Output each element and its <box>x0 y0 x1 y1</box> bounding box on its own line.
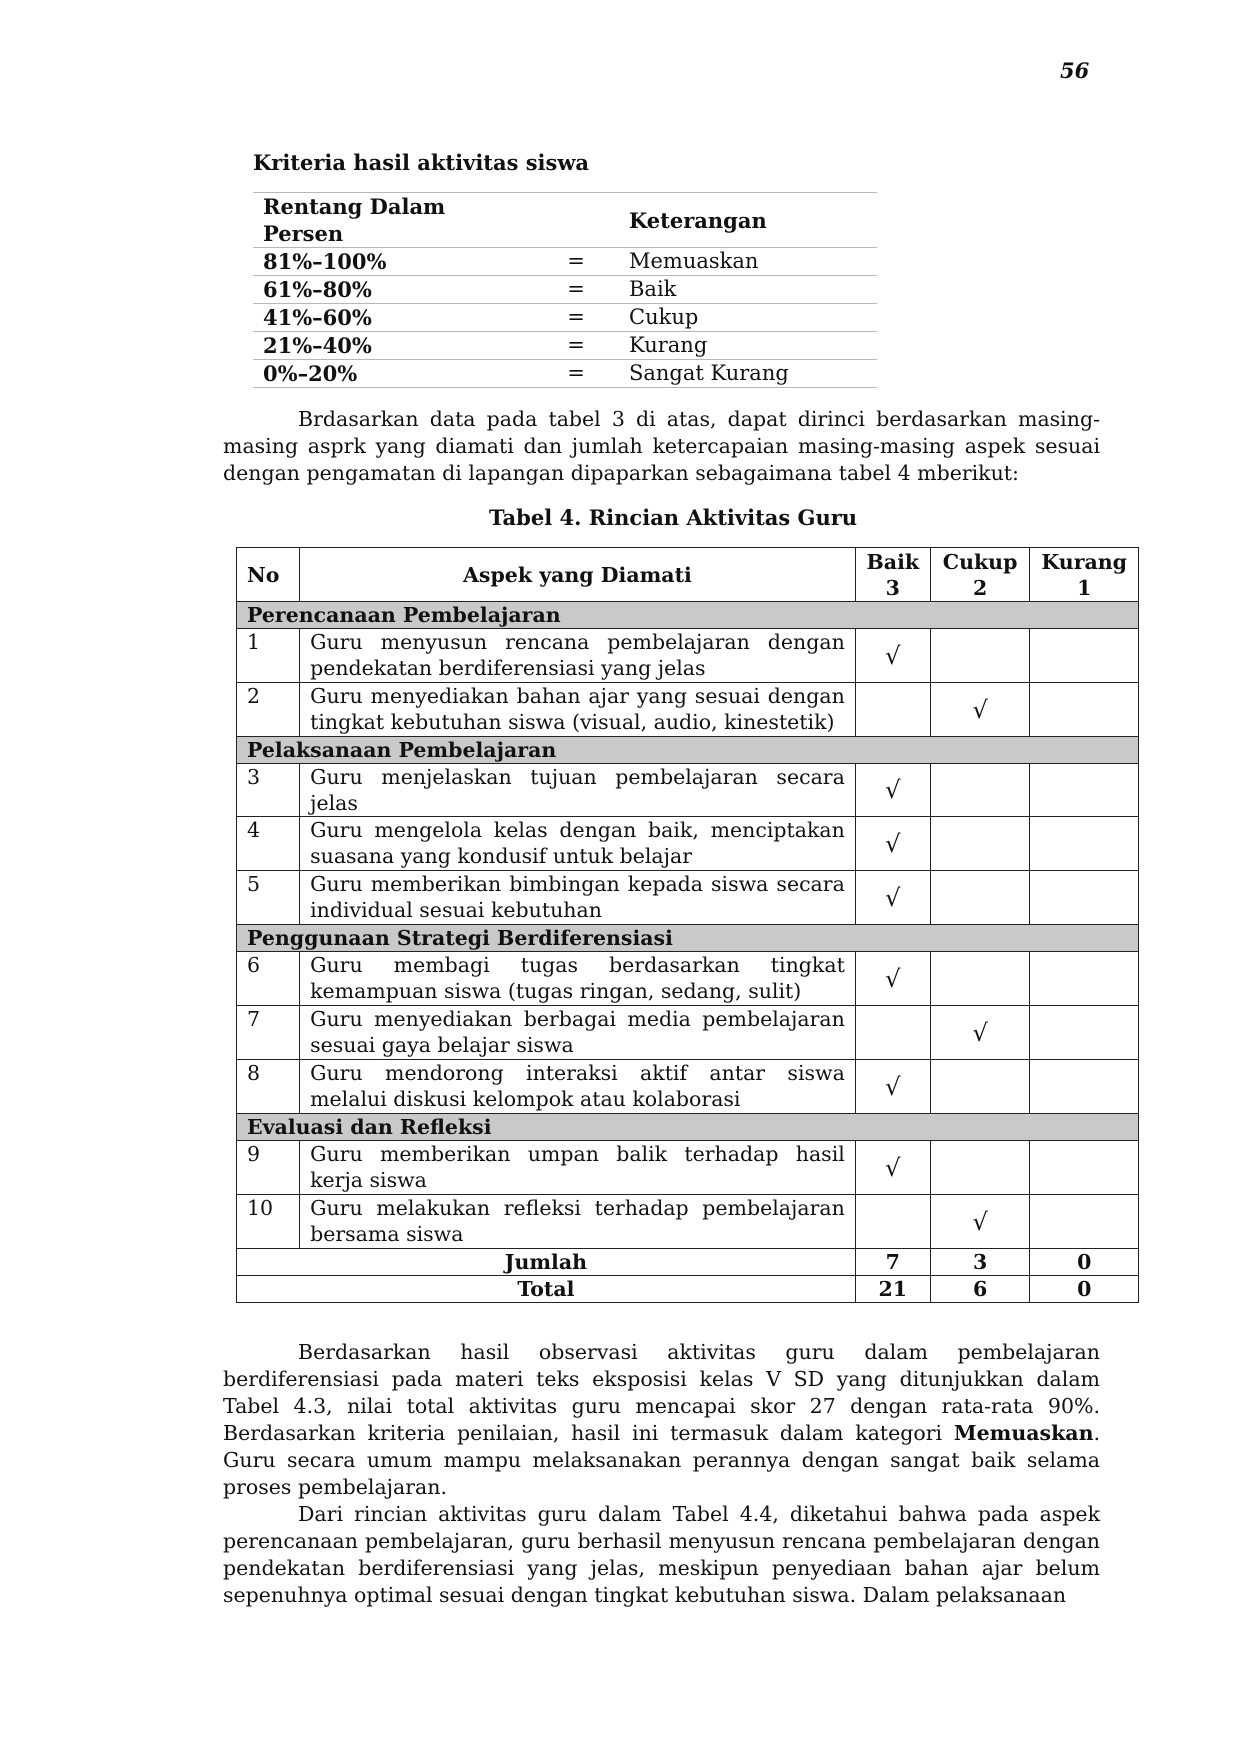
row-aspek: Guru menjelaskan tujuan pembelajaran secara jelas <box>300 764 856 817</box>
criteria-eq: = <box>533 248 619 276</box>
section-row <box>237 602 1139 629</box>
paragraph-2 <box>223 1339 1100 1609</box>
row-aspek: Guru memberikan bimbingan kepada siswa secara individual sesuai kebutuhan <box>300 871 856 925</box>
section-title: Perencanaan Pembelajaran <box>237 602 1139 629</box>
header-no: No <box>237 548 300 602</box>
header-baik <box>855 548 930 602</box>
table-row <box>237 683 1139 737</box>
criteria-row <box>253 276 877 304</box>
criteria-range: 81%–100% <box>253 248 533 276</box>
row-aspek: Guru mengelola kelas dengan baik, menciptakan suasana yang kondusif untuk belajar <box>300 817 856 871</box>
paragraph-2a-after: . Guru secara umum mampu melaksanakan perannya dengan sangat baik selama proses pembelajaran. <box>223 1421 1100 1499</box>
row-kurang-cell <box>1030 629 1139 683</box>
criteria-header-desc: Keterangan <box>619 193 877 248</box>
check-mark-icon: √ <box>885 964 901 993</box>
table-row <box>237 1195 1139 1249</box>
row-baik-cell <box>855 952 930 1006</box>
row-cukup-cell <box>930 683 1030 737</box>
criteria-range: 21%–40% <box>253 332 533 360</box>
row-kurang-cell <box>1030 952 1139 1006</box>
row-kurang-cell <box>1030 1195 1139 1249</box>
row-no: 3 <box>237 764 300 817</box>
check-mark-icon: √ <box>885 1153 901 1182</box>
row-baik-cell <box>855 1195 930 1249</box>
row-no: 9 <box>237 1141 300 1195</box>
table-row <box>237 1060 1139 1114</box>
row-cukup-cell <box>930 1006 1030 1060</box>
criteria-eq: = <box>533 304 619 332</box>
row-baik-cell <box>855 817 930 871</box>
section-row <box>237 925 1139 952</box>
row-kurang-cell <box>1030 1141 1139 1195</box>
jumlah-kurang: 0 <box>1030 1249 1139 1276</box>
row-baik-cell <box>855 764 930 817</box>
table-row <box>237 629 1139 683</box>
row-aspek: Guru menyediakan berbagai media pembelajaran sesuai gaya belajar siswa <box>300 1006 856 1060</box>
row-aspek: Guru memberikan umpan balik terhadap hasil kerja siswa <box>300 1141 856 1195</box>
row-cukup-cell <box>930 1195 1030 1249</box>
paragraph-2b <box>223 1501 1100 1609</box>
row-aspek: Guru mendorong interaksi aktif antar siswa melalui diskusi kelompok atau kolaborasi <box>300 1060 856 1114</box>
header-cukup-label: Cukup <box>942 549 1018 574</box>
criteria-desc: Cukup <box>619 304 877 332</box>
check-mark-icon: √ <box>885 829 901 858</box>
row-no: 4 <box>237 817 300 871</box>
row-cukup-cell <box>930 817 1030 871</box>
total-row <box>237 1276 1139 1303</box>
table-row <box>237 1141 1139 1195</box>
row-no: 1 <box>237 629 300 683</box>
jumlah-row <box>237 1249 1139 1276</box>
table-row <box>237 764 1139 817</box>
row-kurang-cell <box>1030 817 1139 871</box>
paragraph-2b-text: Dari rincian aktivitas guru dalam Tabel 4.4, diketahui bahwa pada aspek perencanaan pembelajaran, guru berhasil menyusun rencana pembelajaran dengan pendekatan berdiferensiasi yang jelas, meskipun penyediaan bahan ajar belum sepenuhnya optimal sesuai dengan tingkat kebutuhan siswa. Dalam pelaksanaan <box>223 1502 1100 1607</box>
section-row <box>237 1114 1139 1141</box>
table-caption: Tabel 4. Rincian Aktivitas Guru <box>488 505 858 530</box>
check-mark-icon: √ <box>972 1018 988 1047</box>
check-mark-icon: √ <box>885 883 901 912</box>
header-baik-label: Baik <box>866 549 920 574</box>
criteria-desc: Baik <box>619 276 877 304</box>
header-aspek: Aspek yang Diamati <box>300 548 856 602</box>
criteria-range: 0%–20% <box>253 360 533 388</box>
row-kurang-cell <box>1030 683 1139 737</box>
criteria-row <box>253 332 877 360</box>
check-mark-icon: √ <box>972 695 988 724</box>
header-kurang <box>1030 548 1139 602</box>
row-aspek: Guru melakukan refleksi terhadap pembelajaran bersama siswa <box>300 1195 856 1249</box>
row-baik-cell <box>855 871 930 925</box>
section-title: Penggunaan Strategi Berdiferensiasi <box>237 925 1139 952</box>
criteria-desc: Memuaskan <box>619 248 877 276</box>
row-kurang-cell <box>1030 871 1139 925</box>
criteria-range: 61%–80% <box>253 276 533 304</box>
row-kurang-cell <box>1030 1006 1139 1060</box>
rincian-header-row <box>237 548 1139 602</box>
total-kurang: 0 <box>1030 1276 1139 1303</box>
criteria-header-row <box>253 193 877 248</box>
header-cukup <box>930 548 1030 602</box>
section-title: Evaluasi dan Refleksi <box>237 1114 1139 1141</box>
row-cukup-cell <box>930 1060 1030 1114</box>
criteria-header-eq <box>533 193 619 248</box>
criteria-row <box>253 360 877 388</box>
rincian-table <box>236 547 1139 1303</box>
row-cukup-cell <box>930 871 1030 925</box>
row-baik-cell <box>855 1060 930 1114</box>
row-aspek: Guru menyusun rencana pembelajaran dengan pendekatan berdiferensiasi yang jelas <box>300 629 856 683</box>
criteria-header-range: Rentang Dalam Persen <box>253 193 533 248</box>
criteria-desc: Sangat Kurang <box>619 360 877 388</box>
row-cukup-cell <box>930 1141 1030 1195</box>
row-cukup-cell <box>930 764 1030 817</box>
row-no: 2 <box>237 683 300 737</box>
jumlah-cukup: 3 <box>930 1249 1030 1276</box>
criteria-eq: = <box>533 332 619 360</box>
total-cukup: 6 <box>930 1276 1030 1303</box>
criteria-eq: = <box>533 360 619 388</box>
row-no: 10 <box>237 1195 300 1249</box>
paragraph-2a <box>223 1339 1100 1501</box>
header-kurang-score: 1 <box>1077 575 1092 600</box>
header-kurang-label: Kurang <box>1041 549 1128 574</box>
row-baik-cell <box>855 1141 930 1195</box>
criteria-table <box>253 192 877 388</box>
criteria-desc: Kurang <box>619 332 877 360</box>
row-cukup-cell <box>930 629 1030 683</box>
row-kurang-cell <box>1030 1060 1139 1114</box>
row-no: 8 <box>237 1060 300 1114</box>
paragraph-2a-bold: Memuaskan <box>953 1421 1094 1445</box>
paragraph-1-text: Brdasarkan data pada tabel 3 di atas, dapat dirinci berdasarkan masing-masing asprk yang diamati dan jumlah ketercapaian masing-masing aspek sesuai dengan pengamatan di lapangan dipaparkan sebagaimana tabel 4 mberikut: <box>223 407 1100 485</box>
jumlah-baik: 7 <box>855 1249 930 1276</box>
check-mark-icon: √ <box>885 641 901 670</box>
row-aspek: Guru menyediakan bahan ajar yang sesuai dengan tingkat kebutuhan siswa (visual, audio, kinestetik) <box>300 683 856 737</box>
row-no: 6 <box>237 952 300 1006</box>
header-cukup-score: 2 <box>972 575 988 600</box>
criteria-eq: = <box>533 276 619 304</box>
criteria-range: 41%–60% <box>253 304 533 332</box>
row-no: 7 <box>237 1006 300 1060</box>
row-baik-cell <box>855 629 930 683</box>
row-cukup-cell <box>930 952 1030 1006</box>
row-aspek: Guru membagi tugas berdasarkan tingkat kemampuan siswa (tugas ringan, sedang, sulit) <box>300 952 856 1006</box>
total-baik: 21 <box>855 1276 930 1303</box>
check-mark-icon: √ <box>972 1207 988 1236</box>
page-number: 56 <box>1060 58 1090 83</box>
row-baik-cell <box>855 1006 930 1060</box>
section-title: Pelaksanaan Pembelajaran <box>237 737 1139 764</box>
table-row <box>237 817 1139 871</box>
criteria-row <box>253 304 877 332</box>
paragraph-2a-before: Berdasarkan hasil observasi aktivitas guru dalam pembelajaran berdiferensiasi pada materi teks eksposisi kelas V SD yang ditunjukkan dalam Tabel 4.3, nilai total aktivitas guru mencapai skor 27 dengan rata-rata 90%. Berdasarkan kriteria penilaian, hasil ini termasuk dalam kategori <box>223 1340 1100 1445</box>
criteria-heading: Kriteria hasil aktivitas siswa <box>253 150 590 175</box>
criteria-row <box>253 248 877 276</box>
table-row <box>237 952 1139 1006</box>
check-mark-icon: √ <box>885 1072 901 1101</box>
section-row <box>237 737 1139 764</box>
total-label: Total <box>237 1276 856 1303</box>
paragraph-1 <box>223 406 1100 487</box>
table-row <box>237 1006 1139 1060</box>
jumlah-label: Jumlah <box>237 1249 856 1276</box>
check-mark-icon: √ <box>885 776 901 804</box>
header-baik-score: 3 <box>885 575 900 600</box>
row-baik-cell <box>855 683 930 737</box>
row-kurang-cell <box>1030 764 1139 817</box>
table-row <box>237 871 1139 925</box>
row-no: 5 <box>237 871 300 925</box>
